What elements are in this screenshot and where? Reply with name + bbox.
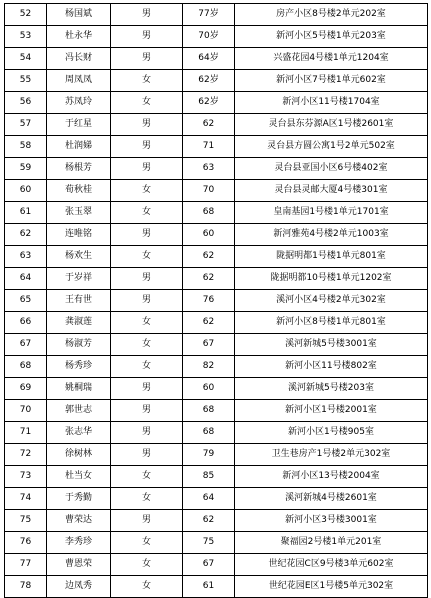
- row-number-cell: 58: [5, 136, 47, 158]
- address-cell: 灵台县东芬源A区1号楼2601室: [235, 114, 428, 136]
- gender-cell: 女: [111, 576, 183, 598]
- row-number-cell: 54: [5, 48, 47, 70]
- table-row: [5, 466, 428, 488]
- address-cell: 灵台县亚国小区6号楼402室: [235, 158, 428, 180]
- name-cell: 于秀勤: [47, 488, 111, 510]
- age-cell: 71: [183, 136, 235, 158]
- age-cell: 61: [183, 576, 235, 598]
- gender-cell: 女: [111, 312, 183, 334]
- table-row: [5, 444, 428, 466]
- name-cell: 冯长财: [47, 48, 111, 70]
- address-cell: 卫生巷房产1号楼2单元302室: [235, 444, 428, 466]
- row-number-cell: 70: [5, 400, 47, 422]
- name-cell: 荀秋桂: [47, 180, 111, 202]
- address-cell: 皇南基园1号楼1单元1701室: [235, 202, 428, 224]
- row-number-cell: 53: [5, 26, 47, 48]
- age-cell: 79: [183, 444, 235, 466]
- gender-cell: 男: [111, 378, 183, 400]
- table-row: [5, 510, 428, 532]
- row-number-cell: 74: [5, 488, 47, 510]
- gender-cell: 男: [111, 158, 183, 180]
- row-number-cell: 78: [5, 576, 47, 598]
- name-cell: 周凤凤: [47, 70, 111, 92]
- age-cell: 62岁: [183, 92, 235, 114]
- table-row: [5, 136, 428, 158]
- table-row: [5, 422, 428, 444]
- name-cell: 郭世志: [47, 400, 111, 422]
- name-cell: 杨国斌: [47, 4, 111, 26]
- row-number-cell: 77: [5, 554, 47, 576]
- name-cell: 王有世: [47, 290, 111, 312]
- gender-cell: 男: [111, 4, 183, 26]
- address-cell: 新河雅苑4号楼2单元1003室: [235, 224, 428, 246]
- table-row: [5, 180, 428, 202]
- table-row: [5, 158, 428, 180]
- name-cell: 杨根芳: [47, 158, 111, 180]
- name-cell: 姚桐瑞: [47, 378, 111, 400]
- row-number-cell: 75: [5, 510, 47, 532]
- table-row: [5, 488, 428, 510]
- name-cell: 杨秀珍: [47, 356, 111, 378]
- row-number-cell: 62: [5, 224, 47, 246]
- table-row: [5, 290, 428, 312]
- age-cell: 64: [183, 488, 235, 510]
- address-cell: 新河小区5号楼1单元203室: [235, 26, 428, 48]
- age-cell: 67: [183, 554, 235, 576]
- age-cell: 68: [183, 400, 235, 422]
- age-cell: 63: [183, 158, 235, 180]
- address-cell: 灵台县方圆公寓1号2单元502室: [235, 136, 428, 158]
- age-cell: 62: [183, 114, 235, 136]
- row-number-cell: 55: [5, 70, 47, 92]
- table-row: [5, 378, 428, 400]
- age-cell: 70岁: [183, 26, 235, 48]
- name-cell: 杨淑芳: [47, 334, 111, 356]
- address-cell: 灵台县灵邮大厦4号楼301室: [235, 180, 428, 202]
- table-row: [5, 400, 428, 422]
- name-cell: 连唯铭: [47, 224, 111, 246]
- address-cell: 新河小区13号楼2004室: [235, 466, 428, 488]
- name-cell: 于岁祥: [47, 268, 111, 290]
- address-cell: 房产小区8号楼2单元202室: [235, 4, 428, 26]
- row-number-cell: 65: [5, 290, 47, 312]
- address-cell: 新河小区1号楼905室: [235, 422, 428, 444]
- table-row: [5, 268, 428, 290]
- gender-cell: 女: [111, 180, 183, 202]
- gender-cell: 男: [111, 444, 183, 466]
- table-row: [5, 114, 428, 136]
- table-row: [5, 312, 428, 334]
- table-row: [5, 554, 428, 576]
- name-cell: 龚淑莲: [47, 312, 111, 334]
- address-cell: 世纪花园C区9号楼3单元602室: [235, 554, 428, 576]
- table-row: [5, 48, 428, 70]
- gender-cell: 男: [111, 268, 183, 290]
- gender-cell: 男: [111, 290, 183, 312]
- address-cell: 兴盛花园4号楼1单元1204室: [235, 48, 428, 70]
- table-row: [5, 70, 428, 92]
- row-number-cell: 56: [5, 92, 47, 114]
- age-cell: 62岁: [183, 70, 235, 92]
- age-cell: 85: [183, 466, 235, 488]
- gender-cell: 男: [111, 48, 183, 70]
- row-number-cell: 57: [5, 114, 47, 136]
- name-cell: 曹荣达: [47, 510, 111, 532]
- gender-cell: 女: [111, 246, 183, 268]
- gender-cell: 女: [111, 554, 183, 576]
- age-cell: 68: [183, 422, 235, 444]
- row-number-cell: 69: [5, 378, 47, 400]
- address-cell: 溪河新城4号楼2601室: [235, 488, 428, 510]
- address-cell: 新河小区11号楼802室: [235, 356, 428, 378]
- table-row: [5, 246, 428, 268]
- row-number-cell: 76: [5, 532, 47, 554]
- table-row: [5, 4, 428, 26]
- name-cell: 杜当女: [47, 466, 111, 488]
- table-row: [5, 92, 428, 114]
- row-number-cell: 52: [5, 4, 47, 26]
- table-row: [5, 532, 428, 554]
- age-cell: 62: [183, 268, 235, 290]
- row-number-cell: 59: [5, 158, 47, 180]
- name-cell: 于红星: [47, 114, 111, 136]
- roster-body: [5, 4, 428, 598]
- table-row: [5, 356, 428, 378]
- address-cell: 溪河新城5号楼3001室: [235, 334, 428, 356]
- name-cell: 杜永华: [47, 26, 111, 48]
- address-cell: 新河小区11号楼1704室: [235, 92, 428, 114]
- table-row: [5, 202, 428, 224]
- name-cell: 边凤秀: [47, 576, 111, 598]
- row-number-cell: 71: [5, 422, 47, 444]
- row-number-cell: 73: [5, 466, 47, 488]
- age-cell: 62: [183, 246, 235, 268]
- address-cell: 新河小区7号楼1单元602室: [235, 70, 428, 92]
- name-cell: 李秀珍: [47, 532, 111, 554]
- age-cell: 60: [183, 224, 235, 246]
- gender-cell: 女: [111, 334, 183, 356]
- name-cell: 苏凤玲: [47, 92, 111, 114]
- row-number-cell: 67: [5, 334, 47, 356]
- gender-cell: 女: [111, 488, 183, 510]
- gender-cell: 女: [111, 356, 183, 378]
- gender-cell: 男: [111, 400, 183, 422]
- age-cell: 68: [183, 202, 235, 224]
- gender-cell: 男: [111, 26, 183, 48]
- address-cell: 世纪花园E区1号楼5单元302室: [235, 576, 428, 598]
- name-cell: 杨欢生: [47, 246, 111, 268]
- age-cell: 60: [183, 378, 235, 400]
- row-number-cell: 68: [5, 356, 47, 378]
- name-cell: 张玉翠: [47, 202, 111, 224]
- table-row: [5, 26, 428, 48]
- address-cell: 新河小区3号楼3001室: [235, 510, 428, 532]
- gender-cell: 女: [111, 202, 183, 224]
- row-number-cell: 72: [5, 444, 47, 466]
- row-number-cell: 66: [5, 312, 47, 334]
- age-cell: 67: [183, 334, 235, 356]
- address-cell: 聚福园2号楼1单元201室: [235, 532, 428, 554]
- row-number-cell: 60: [5, 180, 47, 202]
- name-cell: 曹恩荣: [47, 554, 111, 576]
- row-number-cell: 64: [5, 268, 47, 290]
- resident-roster-table: [4, 3, 428, 598]
- age-cell: 70: [183, 180, 235, 202]
- name-cell: 张志华: [47, 422, 111, 444]
- address-cell: 新河小区1号楼2001室: [235, 400, 428, 422]
- gender-cell: 男: [111, 114, 183, 136]
- address-cell: 新河小区8号楼1单元801室: [235, 312, 428, 334]
- age-cell: 64岁: [183, 48, 235, 70]
- gender-cell: 女: [111, 92, 183, 114]
- age-cell: 82: [183, 356, 235, 378]
- age-cell: 76: [183, 290, 235, 312]
- gender-cell: 女: [111, 466, 183, 488]
- age-cell: 75: [183, 532, 235, 554]
- gender-cell: 女: [111, 532, 183, 554]
- address-cell: 陇据明都10号楼1单元1202室: [235, 268, 428, 290]
- age-cell: 62: [183, 312, 235, 334]
- age-cell: 62: [183, 510, 235, 532]
- age-cell: 77岁: [183, 4, 235, 26]
- address-cell: 溪河新城5号楼203室: [235, 378, 428, 400]
- gender-cell: 男: [111, 136, 183, 158]
- gender-cell: 男: [111, 422, 183, 444]
- name-cell: 杜润娣: [47, 136, 111, 158]
- gender-cell: 男: [111, 224, 183, 246]
- address-cell: 溪河小区4号楼2单元302室: [235, 290, 428, 312]
- row-number-cell: 63: [5, 246, 47, 268]
- table-row: [5, 334, 428, 356]
- table-row: [5, 224, 428, 246]
- gender-cell: 女: [111, 70, 183, 92]
- address-cell: 陇据明都1号楼1单元801室: [235, 246, 428, 268]
- row-number-cell: 61: [5, 202, 47, 224]
- table-row: [5, 576, 428, 598]
- name-cell: 徐树林: [47, 444, 111, 466]
- gender-cell: 男: [111, 510, 183, 532]
